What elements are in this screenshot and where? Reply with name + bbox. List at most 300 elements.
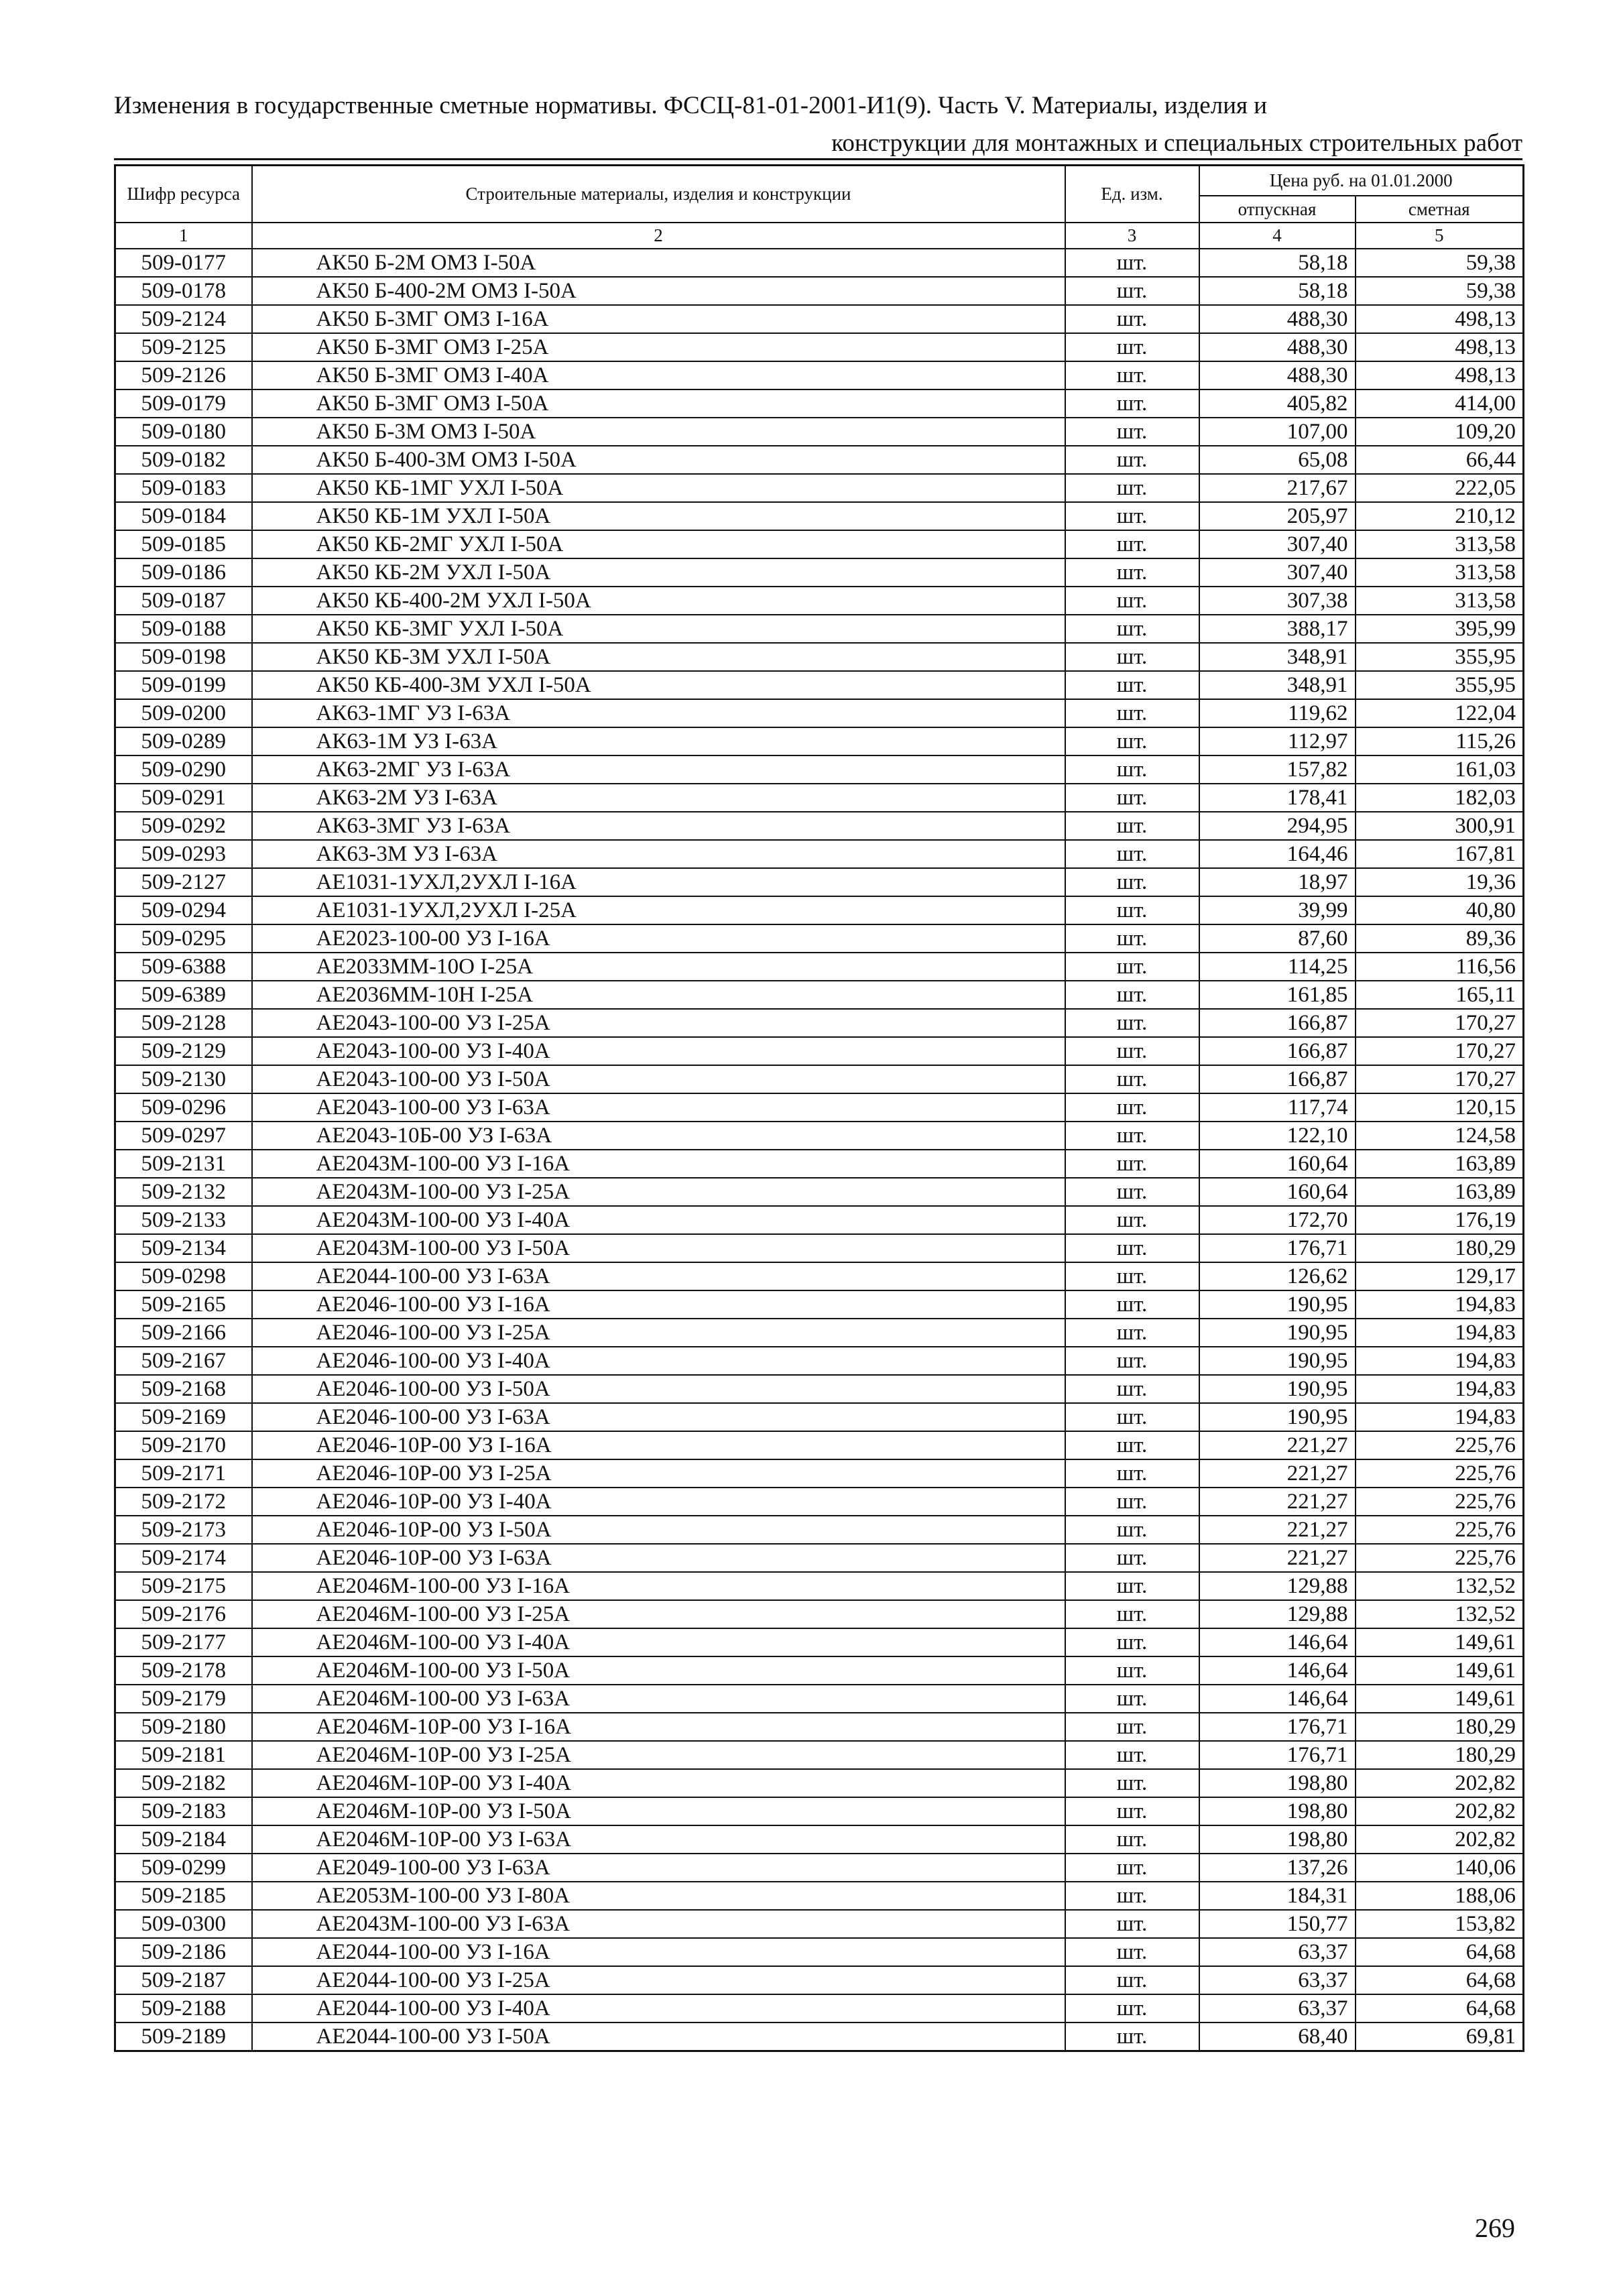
cell-unit: шт. <box>1065 1488 1199 1516</box>
cell-unit: шт. <box>1065 1685 1199 1713</box>
cell-resource-code: 509-2184 <box>115 1825 252 1854</box>
cell-unit: шт. <box>1065 587 1199 615</box>
table-row <box>115 756 1524 784</box>
cell-unit: шт. <box>1065 474 1199 502</box>
col-number-5: 5 <box>1356 223 1524 249</box>
cell-material-name: АЕ2046-10Р-00 УЗ I-50А <box>252 1516 1065 1544</box>
cell-resource-code: 509-2165 <box>115 1290 252 1319</box>
cell-price-estimate: 40,80 <box>1356 896 1524 924</box>
cell-price-estimate: 202,82 <box>1356 1825 1524 1854</box>
cell-material-name: АЕ2046М-100-00 УЗ I-40А <box>252 1628 1065 1656</box>
cell-material-name: АЕ2046-100-00 УЗ I-40А <box>252 1347 1065 1375</box>
cell-price-estimate: 149,61 <box>1356 1628 1524 1656</box>
cell-price-estimate: 188,06 <box>1356 1882 1524 1910</box>
cell-price-estimate: 300,91 <box>1356 812 1524 840</box>
cell-price-estimate: 313,58 <box>1356 587 1524 615</box>
cell-price-release: 18,97 <box>1199 868 1356 896</box>
cell-price-estimate: 170,27 <box>1356 1037 1524 1065</box>
cell-resource-code: 509-2167 <box>115 1347 252 1375</box>
col-number-2: 2 <box>252 223 1065 249</box>
cell-resource-code: 509-2180 <box>115 1713 252 1741</box>
page-header <box>114 87 1522 162</box>
table-row <box>115 840 1524 868</box>
cell-material-name: АЕ2046-100-00 УЗ I-63А <box>252 1403 1065 1431</box>
cell-resource-code: 509-0182 <box>115 446 252 474</box>
cell-unit: шт. <box>1065 1882 1199 1910</box>
cell-price-estimate: 194,83 <box>1356 1290 1524 1319</box>
cell-resource-code: 509-0188 <box>115 615 252 643</box>
cell-unit: шт. <box>1065 1910 1199 1938</box>
cell-material-name: АЕ2046-10Р-00 УЗ I-16А <box>252 1431 1065 1459</box>
cell-material-name: АК50 КБ-3МГ УХЛ I-50А <box>252 615 1065 643</box>
cell-price-estimate: 176,19 <box>1356 1206 1524 1234</box>
cell-unit: шт. <box>1065 1459 1199 1488</box>
table-row <box>115 1150 1524 1178</box>
cell-unit: шт. <box>1065 1572 1199 1600</box>
cell-price-release: 117,74 <box>1199 1093 1356 1122</box>
cell-price-release: 112,97 <box>1199 727 1356 756</box>
cell-price-release: 166,87 <box>1199 1037 1356 1065</box>
cell-material-name: АК63-1МГ УЗ I-63А <box>252 699 1065 727</box>
cell-resource-code: 509-2130 <box>115 1065 252 1093</box>
cell-resource-code: 509-0186 <box>115 558 252 587</box>
cell-price-release: 307,38 <box>1199 587 1356 615</box>
cell-material-name: АК50 КБ-3М УХЛ I-50А <box>252 643 1065 671</box>
cell-material-name: АЕ2046-100-00 УЗ I-16А <box>252 1290 1065 1319</box>
cell-material-name: АК50 КБ-400-3М УХЛ I-50А <box>252 671 1065 699</box>
cell-material-name: АЕ2046М-10Р-00 УЗ I-63А <box>252 1825 1065 1854</box>
cell-price-estimate: 161,03 <box>1356 756 1524 784</box>
cell-unit: шт. <box>1065 418 1199 446</box>
table-row <box>115 1234 1524 1262</box>
cell-material-name: АЕ1031-1УХЛ,2УХЛ I-16А <box>252 868 1065 896</box>
table-row <box>115 1769 1524 1797</box>
table-body <box>115 249 1524 2051</box>
cell-material-name: АЕ2046М-100-00 УЗ I-16А <box>252 1572 1065 1600</box>
cell-material-name: АК50 Б-3М ОМЗ I-50А <box>252 418 1065 446</box>
table-row <box>115 361 1524 389</box>
cell-resource-code: 509-2134 <box>115 1234 252 1262</box>
cell-price-release: 205,97 <box>1199 502 1356 530</box>
cell-unit: шт. <box>1065 502 1199 530</box>
cell-unit: шт. <box>1065 1122 1199 1150</box>
cell-material-name: АК63-3МГ УЗ I-63А <box>252 812 1065 840</box>
cell-price-estimate: 66,44 <box>1356 446 1524 474</box>
cell-price-estimate: 225,76 <box>1356 1459 1524 1488</box>
cell-price-release: 146,64 <box>1199 1685 1356 1713</box>
cell-price-release: 119,62 <box>1199 699 1356 727</box>
header-title-line-1: Изменения в государственные сметные нормативы. ФССЦ-81-01-2001-И1(9). Часть V. Материалы, изделия и <box>114 92 1268 119</box>
table-row <box>115 1994 1524 2022</box>
cell-price-estimate: 132,52 <box>1356 1600 1524 1628</box>
cell-unit: шт. <box>1065 924 1199 953</box>
cell-price-estimate: 180,29 <box>1356 1234 1524 1262</box>
cell-unit: шт. <box>1065 727 1199 756</box>
cell-resource-code: 509-2168 <box>115 1375 252 1403</box>
cell-material-name: АЕ2046-10Р-00 УЗ I-40А <box>252 1488 1065 1516</box>
cell-unit: шт. <box>1065 812 1199 840</box>
cell-material-name: АЕ2043М-100-00 УЗ I-16А <box>252 1150 1065 1178</box>
cell-resource-code: 509-0291 <box>115 784 252 812</box>
cell-material-name: АЕ2046М-10Р-00 УЗ I-25А <box>252 1741 1065 1769</box>
table-row <box>115 333 1524 361</box>
cell-material-name: АЕ2036ММ-10Н I-25А <box>252 981 1065 1009</box>
cell-resource-code: 509-0290 <box>115 756 252 784</box>
cell-price-estimate: 69,81 <box>1356 2022 1524 2051</box>
table-row <box>115 1797 1524 1825</box>
cell-price-estimate: 149,61 <box>1356 1656 1524 1685</box>
cell-material-name: АЕ2046-10Р-00 УЗ I-25А <box>252 1459 1065 1488</box>
cell-unit: шт. <box>1065 699 1199 727</box>
cell-resource-code: 509-2174 <box>115 1544 252 1572</box>
cell-price-estimate: 89,36 <box>1356 924 1524 953</box>
cell-price-estimate: 59,38 <box>1356 277 1524 305</box>
table-row <box>115 1713 1524 1741</box>
table-row <box>115 1375 1524 1403</box>
table-row <box>115 1403 1524 1431</box>
cell-resource-code: 509-0295 <box>115 924 252 953</box>
cell-resource-code: 509-0179 <box>115 389 252 418</box>
table-row <box>115 981 1524 1009</box>
table-row <box>115 1347 1524 1375</box>
cell-price-release: 221,27 <box>1199 1544 1356 1572</box>
cell-material-name: АК50 Б-400-3М ОМЗ I-50А <box>252 446 1065 474</box>
cell-price-estimate: 194,83 <box>1356 1403 1524 1431</box>
cell-unit: шт. <box>1065 1150 1199 1178</box>
cell-price-estimate: 115,26 <box>1356 727 1524 756</box>
cell-price-estimate: 122,04 <box>1356 699 1524 727</box>
cell-material-name: АК50 Б-3МГ ОМЗ I-25А <box>252 333 1065 361</box>
cell-resource-code: 509-2183 <box>115 1797 252 1825</box>
cell-price-estimate: 120,15 <box>1356 1093 1524 1122</box>
cell-resource-code: 509-2124 <box>115 305 252 333</box>
cell-resource-code: 509-2178 <box>115 1656 252 1685</box>
cell-resource-code: 509-2129 <box>115 1037 252 1065</box>
cell-unit: шт. <box>1065 1741 1199 1769</box>
col-header-price-estimate: сметная <box>1356 196 1524 223</box>
table-row <box>115 1544 1524 1572</box>
page-number: 269 <box>1475 2213 1515 2243</box>
table-row <box>115 1825 1524 1854</box>
col-number-4: 4 <box>1199 223 1356 249</box>
cell-price-estimate: 313,58 <box>1356 558 1524 587</box>
cell-resource-code: 509-2166 <box>115 1319 252 1347</box>
cell-price-estimate: 109,20 <box>1356 418 1524 446</box>
cell-resource-code: 509-0293 <box>115 840 252 868</box>
cell-material-name: АЕ2043-100-00 УЗ I-63А <box>252 1093 1065 1122</box>
cell-unit: шт. <box>1065 1403 1199 1431</box>
cell-price-estimate: 498,13 <box>1356 333 1524 361</box>
table-row <box>115 1966 1524 1994</box>
table-row <box>115 277 1524 305</box>
cell-price-release: 221,27 <box>1199 1488 1356 1516</box>
cell-unit: шт. <box>1065 1825 1199 1854</box>
cell-unit: шт. <box>1065 530 1199 558</box>
table-head <box>115 166 1524 249</box>
cell-material-name: АК63-2МГ УЗ I-63А <box>252 756 1065 784</box>
cell-material-name: АК63-3М УЗ I-63А <box>252 840 1065 868</box>
cell-material-name: АЕ2043-100-00 УЗ I-40А <box>252 1037 1065 1065</box>
cell-material-name: АК63-1М УЗ I-63А <box>252 727 1065 756</box>
cell-resource-code: 509-2177 <box>115 1628 252 1656</box>
cell-price-estimate: 64,68 <box>1356 1994 1524 2022</box>
table-row <box>115 1938 1524 1966</box>
cell-unit: шт. <box>1065 896 1199 924</box>
cell-price-release: 221,27 <box>1199 1431 1356 1459</box>
cell-price-estimate: 225,76 <box>1356 1431 1524 1459</box>
cell-price-release: 129,88 <box>1199 1572 1356 1600</box>
table-row <box>115 1431 1524 1459</box>
table-row <box>115 1854 1524 1882</box>
cell-price-estimate: 59,38 <box>1356 249 1524 277</box>
cell-resource-code: 509-2187 <box>115 1966 252 1994</box>
cell-unit: шт. <box>1065 784 1199 812</box>
table-row <box>115 868 1524 896</box>
cell-resource-code: 509-0183 <box>115 474 252 502</box>
table-row <box>115 1122 1524 1150</box>
cell-material-name: АК50 КБ-400-2М УХЛ I-50А <box>252 587 1065 615</box>
cell-unit: шт. <box>1065 1290 1199 1319</box>
table-row <box>115 896 1524 924</box>
cell-price-release: 129,88 <box>1199 1600 1356 1628</box>
cell-price-release: 348,91 <box>1199 671 1356 699</box>
cell-price-release: 126,62 <box>1199 1262 1356 1290</box>
table-row <box>115 1206 1524 1234</box>
cell-material-name: АК50 КБ-1М УХЛ I-50А <box>252 502 1065 530</box>
cell-price-release: 217,67 <box>1199 474 1356 502</box>
cell-price-release: 63,37 <box>1199 1994 1356 2022</box>
cell-price-release: 190,95 <box>1199 1347 1356 1375</box>
table-row <box>115 615 1524 643</box>
cell-material-name: АК63-2М УЗ I-63А <box>252 784 1065 812</box>
table-row <box>115 446 1524 474</box>
cell-price-release: 190,95 <box>1199 1290 1356 1319</box>
table-row <box>115 389 1524 418</box>
col-header-name: Строительные материалы, изделия и конструкции <box>252 166 1065 223</box>
cell-price-release: 348,91 <box>1199 643 1356 671</box>
cell-price-release: 58,18 <box>1199 249 1356 277</box>
col-header-code: Шифр ресурса <box>115 166 252 223</box>
cell-price-release: 150,77 <box>1199 1910 1356 1938</box>
cell-material-name: АЕ2043М-100-00 УЗ I-50А <box>252 1234 1065 1262</box>
table-row <box>115 1065 1524 1093</box>
cell-material-name: АЕ2043М-100-00 УЗ I-40А <box>252 1206 1065 1234</box>
cell-price-estimate: 180,29 <box>1356 1741 1524 1769</box>
cell-material-name: АЕ2046-100-00 УЗ I-50А <box>252 1375 1065 1403</box>
table-row <box>115 1178 1524 1206</box>
cell-price-estimate: 498,13 <box>1356 361 1524 389</box>
cell-price-release: 160,64 <box>1199 1178 1356 1206</box>
cell-resource-code: 509-2186 <box>115 1938 252 1966</box>
cell-unit: шт. <box>1065 1431 1199 1459</box>
cell-price-estimate: 149,61 <box>1356 1685 1524 1713</box>
cell-price-release: 488,30 <box>1199 361 1356 389</box>
cell-price-release: 307,40 <box>1199 558 1356 587</box>
cell-price-release: 198,80 <box>1199 1825 1356 1854</box>
cell-material-name: АЕ2046М-10Р-00 УЗ I-40А <box>252 1769 1065 1797</box>
cell-unit: шт. <box>1065 671 1199 699</box>
cell-price-estimate: 355,95 <box>1356 643 1524 671</box>
cell-resource-code: 509-2170 <box>115 1431 252 1459</box>
cell-material-name: АК50 Б-3МГ ОМЗ I-50А <box>252 389 1065 418</box>
cell-material-name: АЕ2046М-100-00 УЗ I-50А <box>252 1656 1065 1685</box>
cell-price-release: 190,95 <box>1199 1319 1356 1347</box>
cell-resource-code: 509-2131 <box>115 1150 252 1178</box>
cell-unit: шт. <box>1065 1347 1199 1375</box>
table-row <box>115 558 1524 587</box>
cell-unit: шт. <box>1065 305 1199 333</box>
cell-material-name: АЕ2046М-10Р-00 УЗ I-50А <box>252 1797 1065 1825</box>
table-row <box>115 812 1524 840</box>
cell-unit: шт. <box>1065 1544 1199 1572</box>
cell-resource-code: 509-2132 <box>115 1178 252 1206</box>
cell-price-release: 166,87 <box>1199 1009 1356 1037</box>
cell-price-release: 184,31 <box>1199 1882 1356 1910</box>
cell-resource-code: 509-6389 <box>115 981 252 1009</box>
cell-resource-code: 509-0292 <box>115 812 252 840</box>
cell-resource-code: 509-2127 <box>115 868 252 896</box>
cell-unit: шт. <box>1065 1938 1199 1966</box>
cell-price-release: 65,08 <box>1199 446 1356 474</box>
table-row <box>115 1572 1524 1600</box>
cell-price-release: 122,10 <box>1199 1122 1356 1150</box>
cell-price-estimate: 395,99 <box>1356 615 1524 643</box>
cell-unit: шт. <box>1065 1319 1199 1347</box>
cell-resource-code: 509-0177 <box>115 249 252 277</box>
table-row <box>115 924 1524 953</box>
cell-material-name: АЕ2043-10Б-00 УЗ I-63А <box>252 1122 1065 1150</box>
cell-unit: шт. <box>1065 1628 1199 1656</box>
cell-price-estimate: 129,17 <box>1356 1262 1524 1290</box>
cell-unit: шт. <box>1065 1966 1199 1994</box>
cell-resource-code: 509-0198 <box>115 643 252 671</box>
table-row <box>115 502 1524 530</box>
table-row <box>115 1488 1524 1516</box>
table-row <box>115 587 1524 615</box>
cell-resource-code: 509-2182 <box>115 1769 252 1797</box>
cell-material-name: АЕ2046-100-00 УЗ I-25А <box>252 1319 1065 1347</box>
table-row <box>115 474 1524 502</box>
cell-resource-code: 509-2173 <box>115 1516 252 1544</box>
cell-resource-code: 509-0296 <box>115 1093 252 1122</box>
cell-unit: шт. <box>1065 1854 1199 1882</box>
cell-price-estimate: 170,27 <box>1356 1009 1524 1037</box>
cell-material-name: АК50 КБ-2МГ УХЛ I-50А <box>252 530 1065 558</box>
table-row <box>115 1656 1524 1685</box>
table-row <box>115 2022 1524 2051</box>
cell-material-name: АЕ2046М-100-00 УЗ I-63А <box>252 1685 1065 1713</box>
table-row <box>115 1093 1524 1122</box>
cell-material-name: АЕ2053М-100-00 УЗ I-80А <box>252 1882 1065 1910</box>
cell-price-release: 166,87 <box>1199 1065 1356 1093</box>
cell-price-release: 307,40 <box>1199 530 1356 558</box>
cell-unit: шт. <box>1065 1375 1199 1403</box>
cell-price-release: 488,30 <box>1199 305 1356 333</box>
cell-unit: шт. <box>1065 1206 1199 1234</box>
cell-resource-code: 509-0200 <box>115 699 252 727</box>
cell-resource-code: 509-0180 <box>115 418 252 446</box>
cell-resource-code: 509-0297 <box>115 1122 252 1150</box>
table-row <box>115 643 1524 671</box>
cell-price-release: 221,27 <box>1199 1516 1356 1544</box>
cell-price-release: 388,17 <box>1199 615 1356 643</box>
table-row <box>115 671 1524 699</box>
table-row <box>115 1516 1524 1544</box>
cell-price-release: 176,71 <box>1199 1713 1356 1741</box>
cell-price-estimate: 313,58 <box>1356 530 1524 558</box>
cell-resource-code: 509-2185 <box>115 1882 252 1910</box>
table-row <box>115 1628 1524 1656</box>
cell-resource-code: 509-2179 <box>115 1685 252 1713</box>
cell-price-release: 160,64 <box>1199 1150 1356 1178</box>
cell-resource-code: 509-0178 <box>115 277 252 305</box>
cell-material-name: АЕ2023-100-00 УЗ I-16А <box>252 924 1065 953</box>
table-row <box>115 1459 1524 1488</box>
cell-material-name: АЕ2044-100-00 УЗ I-40А <box>252 1994 1065 2022</box>
cell-unit: шт. <box>1065 1656 1199 1685</box>
cell-material-name: АЕ2043-100-00 УЗ I-50А <box>252 1065 1065 1093</box>
table-row <box>115 1741 1524 1769</box>
cell-unit: шт. <box>1065 1178 1199 1206</box>
table-row <box>115 699 1524 727</box>
cell-price-estimate: 64,68 <box>1356 1966 1524 1994</box>
cell-price-release: 39,99 <box>1199 896 1356 924</box>
cell-price-estimate: 116,56 <box>1356 953 1524 981</box>
cell-price-release: 157,82 <box>1199 756 1356 784</box>
table-row <box>115 1685 1524 1713</box>
table-row <box>115 249 1524 277</box>
cell-price-estimate: 124,58 <box>1356 1122 1524 1150</box>
cell-price-estimate: 165,11 <box>1356 981 1524 1009</box>
cell-price-estimate: 225,76 <box>1356 1544 1524 1572</box>
cell-unit: шт. <box>1065 1713 1199 1741</box>
table-row <box>115 530 1524 558</box>
cell-price-estimate: 355,95 <box>1356 671 1524 699</box>
cell-price-release: 198,80 <box>1199 1769 1356 1797</box>
cell-resource-code: 509-0199 <box>115 671 252 699</box>
cell-unit: шт. <box>1065 446 1199 474</box>
cell-price-release: 161,85 <box>1199 981 1356 1009</box>
cell-price-release: 146,64 <box>1199 1628 1356 1656</box>
cell-price-release: 63,37 <box>1199 1966 1356 1994</box>
cell-unit: шт. <box>1065 868 1199 896</box>
cell-price-release: 405,82 <box>1199 389 1356 418</box>
cell-price-release: 107,00 <box>1199 418 1356 446</box>
cell-unit: шт. <box>1065 1769 1199 1797</box>
cell-material-name: АЕ2043-100-00 УЗ I-25А <box>252 1009 1065 1037</box>
cell-material-name: АЕ2043М-100-00 УЗ I-25А <box>252 1178 1065 1206</box>
cell-price-estimate: 194,83 <box>1356 1375 1524 1403</box>
cell-price-release: 164,46 <box>1199 840 1356 868</box>
table-row <box>115 784 1524 812</box>
cell-price-release: 137,26 <box>1199 1854 1356 1882</box>
cell-material-name: АК50 Б-400-2М ОМЗ I-50А <box>252 277 1065 305</box>
cell-material-name: АК50 КБ-2М УХЛ I-50А <box>252 558 1065 587</box>
table-row <box>115 1009 1524 1037</box>
cell-price-estimate: 163,89 <box>1356 1178 1524 1206</box>
table-row <box>115 1262 1524 1290</box>
cell-resource-code: 509-0187 <box>115 587 252 615</box>
cell-price-estimate: 210,12 <box>1356 502 1524 530</box>
cell-unit: шт. <box>1065 615 1199 643</box>
cell-price-estimate: 170,27 <box>1356 1065 1524 1093</box>
cell-price-release: 488,30 <box>1199 333 1356 361</box>
cell-price-estimate: 64,68 <box>1356 1938 1524 1966</box>
cell-material-name: АЕ2044-100-00 УЗ I-16А <box>252 1938 1065 1966</box>
cell-unit: шт. <box>1065 953 1199 981</box>
cell-material-name: АЕ2044-100-00 УЗ I-25А <box>252 1966 1065 1994</box>
cell-material-name: АЕ2044-100-00 УЗ I-63А <box>252 1262 1065 1290</box>
